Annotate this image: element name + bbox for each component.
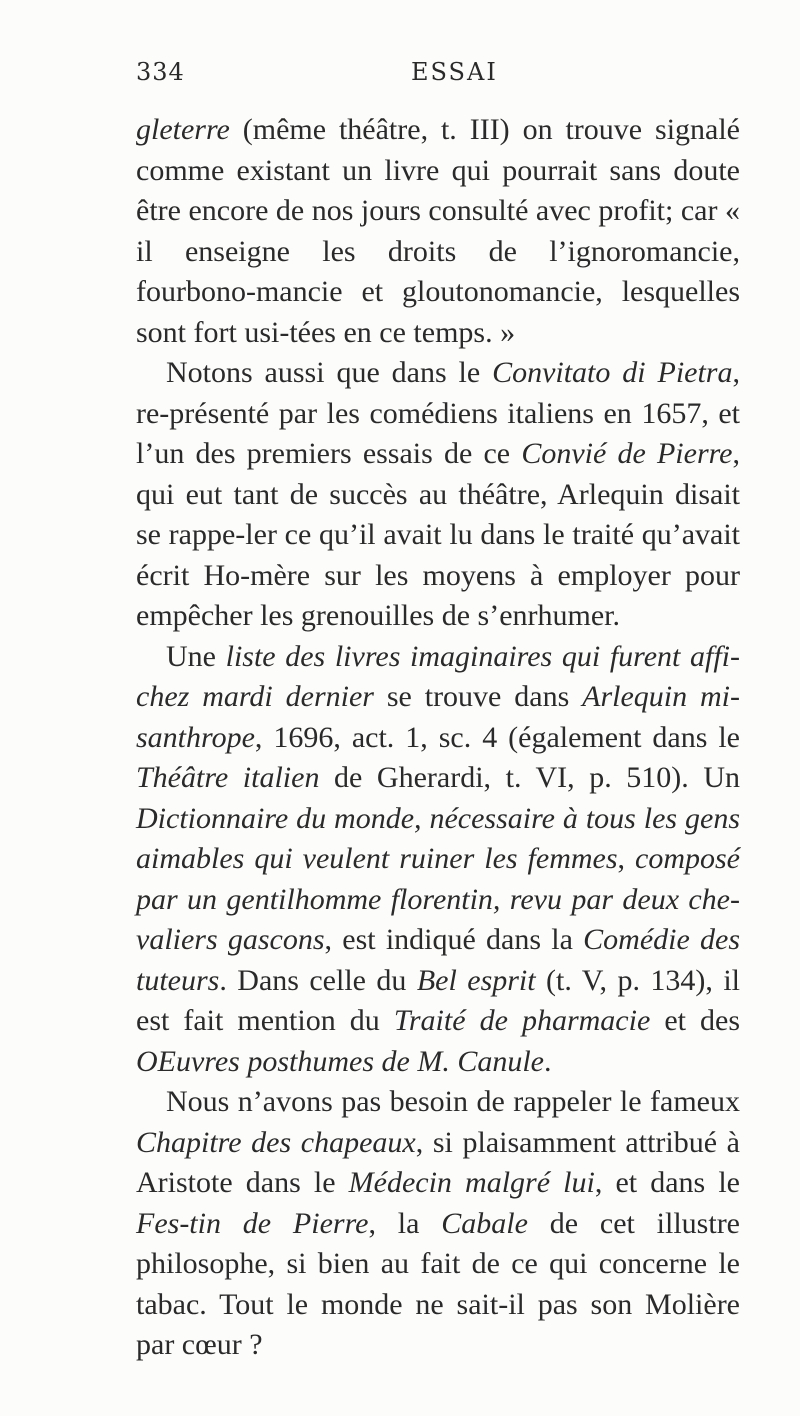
paragraph-4 — [136, 1082, 740, 1366]
italic-title: Traité de pharmacie — [393, 1004, 651, 1037]
italic-title: Fes-tin de Pierre — [136, 1206, 369, 1240]
paragraph-1 — [136, 110, 740, 353]
text-run: . — [544, 1044, 552, 1078]
text-run: , si plaisamment attribué à Aristote dans le — [136, 1125, 740, 1199]
paragraph-3 — [136, 637, 740, 1083]
running-title: ESSAI — [411, 58, 498, 86]
text-run: , re-présenté par les comédiens italiens en 1657, et l’un des premiers essais de ce — [136, 356, 740, 470]
text-run: , et dans le — [594, 1166, 740, 1199]
italic-title: composé par un gentilhomme florentin, revu par deux che-valiers gascons — [136, 842, 741, 956]
italic-title: OEuvres posthumes de M. Canule — [136, 1044, 544, 1078]
text-run: . Dans celle du — [219, 963, 417, 997]
text-run: (même théâtre, t. III) on trouve signalé comme existant un livre qui pourrait sans doute être encore de nos jours consulté avec profit; car « il enseigne les droits de l’ignoromancie, fourbono-mancie et gloutonomancie, lesquelles sont fort usi-tées en ce temps. » — [136, 113, 740, 349]
italic-title: Convié de Pierre — [521, 437, 733, 470]
italic-title: Convitato di Pietra — [492, 356, 733, 389]
italic-title: Théâtre italien — [136, 761, 320, 794]
italic-title: Chapitre des chapeaux — [136, 1125, 416, 1159]
italic-title: Arlequin mi-santhrope — [136, 680, 741, 754]
italic-title: Cabale — [441, 1206, 528, 1240]
paragraph-2 — [136, 353, 740, 637]
italic-title: gleterre — [136, 113, 230, 146]
italic-title: Médecin malgré lui — [348, 1166, 595, 1199]
text-run: Nous n’avons pas besoin de rappeler le fameux — [166, 1085, 740, 1118]
text-run: et des — [650, 1004, 741, 1037]
text-run: Une — [166, 639, 226, 673]
text-run: (t. V, p. 134), il est fait mention du — [136, 963, 740, 1037]
text-run: de Gherardi, t. VI, p. 510). Un — [319, 761, 741, 794]
text-run: , 1696, act. 1, sc. 4 (également dans le — [254, 720, 740, 754]
body-text — [136, 110, 740, 1366]
running-head — [136, 58, 736, 98]
text-run: , qui eut tant de succès au théâtre, Arlequin disait se rappe-ler ce qu’il avait lu dans le traité qu’avait écrit Ho-mère sur les moyens à employer pour empêcher les grenouilles de s’enrhumer. — [136, 437, 740, 632]
text-run: , la — [368, 1206, 442, 1240]
text-run: Notons aussi que dans le — [166, 356, 493, 389]
italic-title: Comédie des tuteurs — [136, 923, 740, 997]
text-run: de cet illustre philosophe, si bien au fait de ce qui concerne le tabac. Tout le monde ne sait-il pas son Molière par cœur ? — [136, 1206, 740, 1361]
page-number: 334 — [136, 58, 185, 86]
text-run: se trouve dans — [373, 680, 583, 713]
italic-title: liste des livres imaginaires qui furent affi-chez mardi dernier — [136, 639, 740, 713]
italic-title: Bel esprit — [416, 963, 536, 997]
text-run: , est indiqué dans la — [324, 923, 584, 956]
italic-title: Dictionnaire du monde, nécessaire à tous les gens aimables qui veulent ruiner les femmes — [136, 801, 740, 875]
text-run: , — [617, 842, 636, 875]
